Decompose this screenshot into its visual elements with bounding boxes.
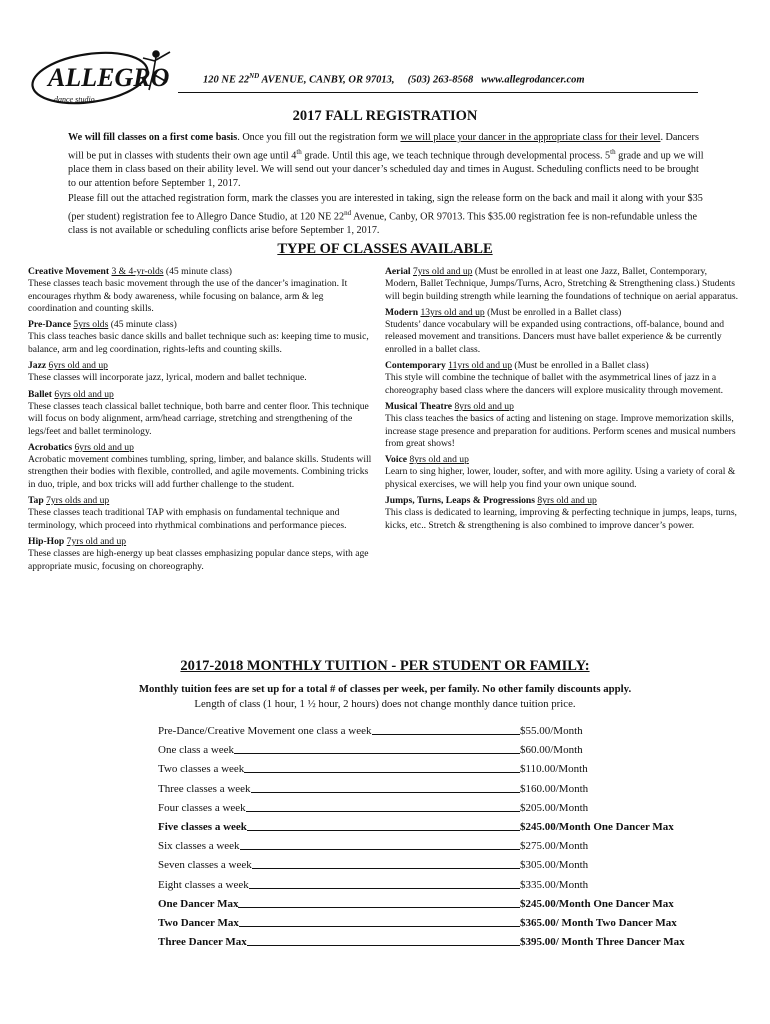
tuition-row [158,756,738,775]
class-entry [385,360,740,397]
class-entry [28,360,373,385]
classes-left-column [28,266,373,577]
class-heading [385,401,740,413]
class-description: These classes will incorporate jazz, lyrical, modern and ballet technique. [28,372,307,384]
tuition-fill-line [246,799,520,812]
tuition-row [158,891,738,910]
tuition-fill-line [247,818,520,831]
class-name: Contemporary [385,360,446,372]
class-description: These classes teach basic movement through the use of the dancer’s imagination. It encourages rhythm & body awareness, while focusing on balance, arm & leg coordination and counting skills. [28,278,348,314]
tuition-label: Five classes a week [158,821,247,833]
tuition-fill-line [239,914,520,927]
tuition-price: $160.00/Month [520,782,589,795]
tuition-fill-line [234,741,520,754]
class-description: This class teaches basic dance skills and ballet technique such as: keeping time to music, balance, arm and leg coordination, rights-lefts and counting skills. [28,331,369,355]
allegro-logo [28,44,178,114]
tuition-fill-line [240,837,520,850]
tuition-price: $110.00/Month [520,763,588,776]
class-age: 7yrs old and up [66,535,127,547]
class-age: 8yrs old and up [537,495,597,507]
class-name: Pre-Dance [28,319,71,331]
tuition-title: 2017-2018 MONTHLY TUITION - PER STUDENT OR FAMILY: [180,658,590,674]
class-age: 13yrs old and up [420,306,485,318]
class-description: This class is dedicated to learning, improving & perfecting technique in jumps, leaps, turns, kicks, etc.. Stretch & strengthening is also combined to improve dancer’s power. [385,507,737,531]
tuition-price: $60.00/Month [520,744,583,757]
tuition-fill-line [251,780,520,793]
class-name: Ballet [28,388,52,400]
tuition-price: $55.00/Month [520,725,583,737]
class-heading [385,266,740,303]
classes-title: TYPE OF CLASSES AVAILABLE [277,241,493,257]
class-description: Students’ dance vocabulary will be expanded using contractions, off-balance, bound and released movement and transitions. Dancers must have ballet experience & be currently enrolled in a ballet class. [385,319,725,355]
class-entry [385,454,740,491]
tuition-fill-line [238,895,520,908]
tuition-price: $275.00/Month [520,840,589,853]
tuition-row [158,910,738,929]
class-age: 6yrs old and up [48,360,108,372]
class-description: Students will begin building strength while learning the foundations of technique on aerial apparatus. [385,278,739,302]
class-description: This style will combine the technique of ballet with the asymmetrical lines of jazz in a choreography based class where the dancers will explore musicality through movement. [385,372,724,396]
class-heading [385,454,740,466]
class-name: Musical Theatre [385,400,453,412]
class-age: 7yrs olds and up [46,495,110,507]
class-entry [28,536,373,573]
tuition-label: Four classes a week [158,801,246,814]
class-entry [385,401,740,450]
tuition-subtitle: Length of class (1 hour, 1 ½ hour, 2 hours) does not change monthly dance tuition price. [194,698,576,710]
tuition-row [158,718,738,737]
tuition-price: $245.00/Month One Dancer Max [520,821,674,833]
class-age: 7yrs old and up [412,266,473,277]
class-heading [385,495,740,507]
tuition-price: $305.00/Month [520,859,589,872]
tuition-price: $205.00/Month [520,801,589,814]
class-name: Voice [385,454,408,466]
class-heading [385,307,740,319]
tuition-row [158,814,738,833]
registration-title: 2017 FALL REGISTRATION [292,108,478,124]
class-heading [28,536,373,548]
class-name: Hip-Hop [28,535,65,547]
class-heading [28,495,373,507]
class-age: 5yrs olds [73,319,109,331]
tuition-label: Eight classes a week [158,878,249,891]
class-note: (45 minute class) [163,266,233,277]
tuition-row [158,852,738,871]
tuition-fill-line [252,856,520,869]
class-description: These classes teach classical ballet technique, both barre and center floor. This technique will focus on body alignment, arm/head carriage, stretching and strengthening of the legs/feet and ballet terminology. [28,400,369,437]
class-name: Acrobatics [28,441,73,453]
tuition-price: $245.00/Month One Dancer Max [520,897,674,910]
tuition-row [158,833,738,852]
tuition-price: $335.00/Month [520,878,589,891]
class-name: Creative Movement [28,266,110,277]
class-heading [385,360,740,372]
class-name: Tap [28,495,44,507]
tuition-row [158,795,738,814]
class-heading [28,442,373,454]
class-name: Modern [385,306,419,318]
logo-text: ALLEGRO [48,63,170,92]
tuition-row [158,776,738,795]
tuition-label: Two Dancer Max [158,917,239,929]
tuition-label: Seven classes a week [158,859,252,872]
class-entry [28,389,373,438]
class-note: (Must be enrolled in a Ballet class) [484,306,622,318]
tuition-price: $395.00/ Month Three Dancer Max [520,936,685,949]
tuition-label: Three Dancer Max [158,936,247,949]
tuition-fill-line [244,760,520,773]
class-heading [28,389,373,401]
tuition-row [158,929,738,948]
class-heading [28,360,373,372]
class-description: This class teaches the basics of acting and listening on stage. Improve memorization skills, increase stage presence and preparation for auditions. Perform scenes and musical numbers from great shows! [385,413,736,449]
class-description: Learn to sing higher, lower, louder, softer, and with more agility. Using a variety of coral & physical exercises, we will help you find your own unique sound. [385,466,736,490]
class-age: 3 & 4-yr-olds [111,266,164,277]
class-age: 6yrs old and up [74,441,134,453]
header-divider [178,92,698,93]
tuition-fill-line [247,933,520,946]
header-address: 120 NE 22ND AVENUE, CANBY, OR 97013, (503) 263-8568 www.allegrodancer.com [203,72,585,86]
class-description: These classes teach traditional TAP with emphasis on fundamental technique and terminology, which proceed into rhythmical combinations and performance pieces. [28,507,347,531]
class-entry [385,495,740,532]
class-description: These classes are high-energy up beat classes emphasizing popular dance steps, with age appropriate music, focusing on choreography. [28,548,369,572]
tuition-label: One Dancer Max [158,897,239,910]
class-age: 8yrs old and up [409,454,469,466]
logo-subtext: dance studio [54,95,95,104]
class-entry [28,495,373,532]
class-age: 6yrs old and up [54,388,114,400]
tuition-label: Pre-Dance/Creative Movement one class a week [158,725,372,737]
tuition-label: One class a week [158,744,235,757]
class-age: 11yrs old and up [448,360,513,372]
class-entry [385,266,740,303]
tuition-price: $365.00/ Month Two Dancer Max [520,917,677,929]
tuition-row [158,737,738,756]
class-note: (Must be enrolled in at least one Jazz, Ballet, Contemporary, Modern, Ballet Technique, Jumps/Turns, Acro, Stretching & Strengthening class.) [385,266,708,290]
class-name: Aerial [385,266,411,277]
tuition-label: Six classes a week [158,840,240,853]
tuition-row [158,872,738,891]
tuition-label: Three classes a week [158,782,251,795]
tuition-subtitle-bold: Monthly tuition fees are set up for a total # of classes per week, per family. No other family discounts apply. [138,683,632,695]
class-name: Jazz [28,360,47,372]
class-heading [28,266,373,278]
tuition-fill-line [249,876,520,889]
class-entry [28,266,373,315]
class-entry [385,307,740,356]
class-note: (Must be enrolled in a Ballet class) [512,360,649,372]
tuition-label: Two classes a week [158,763,245,776]
class-name: Jumps, Turns, Leaps & Progressions [385,495,535,507]
registration-paragraph-2: Please fill out the attached registration form, mark the classes you are interested in taking, sign the release form on the back and mail it along with your $35 (per student) registration fee to Allegro Dance Studio, at 120 NE 22nd Avenue, Canby, OR 97013. This $35.00 registration fee is non-refundable unless the class is not available or scheduling conflicts arise before September 1, 2017. [68,193,703,237]
class-entry [28,319,373,356]
class-entry [28,442,373,491]
classes-right-column [385,266,740,536]
class-note: (45 minute class) [108,319,177,331]
registration-paragraph-1: We will fill classes on a first come basis. Once you fill out the registration form we will place your dancer in the appropriate class for their level. Dancers will be put in classes with students their own age until 4th grade. Until this age, we teach technique through developmental process. 5th grade and up we will place them in class based on their ability level. We will send out your dancer’s scheduled day and times in August. Scheduling conflicts need to be brought to our attention before September 1, 2017. [68,132,704,190]
tuition-fill-line [372,722,521,735]
class-age: 8yrs old and up [454,400,514,412]
class-heading [28,319,373,331]
class-description: Acrobatic movement combines tumbling, spring, limber, and balance skills. Students will strengthen their bodies with flexible, controlled, and agile movements. Combining tricks in duo, triple, and box tricks will add further challenge to the student. [28,454,372,490]
